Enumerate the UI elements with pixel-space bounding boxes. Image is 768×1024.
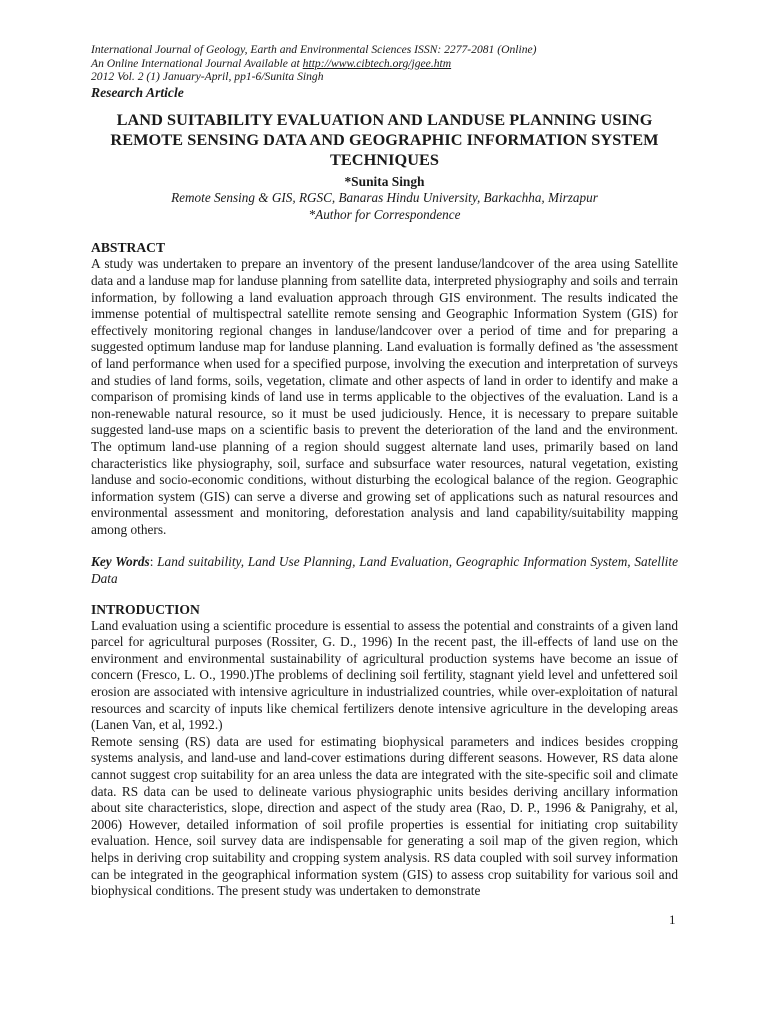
abstract-heading: ABSTRACT <box>91 240 166 256</box>
journal-availability-prefix: An Online International Journal Available at <box>91 56 303 70</box>
keywords-text: Land suitability, Land Use Planning, Land Evaluation, Geographic Information System, Satellite Data <box>91 554 678 587</box>
correspondence-note: *Author for Correspondence <box>308 206 461 222</box>
introduction-heading: INTRODUCTION <box>91 601 200 617</box>
introduction-paragraph-1: Land evaluation using a scientific procedure is essential to assess the potential and constraints of a given land parcel for agricultural purposes (Rossiter, G. D., 1996) In the recent past, the ill-effects of land use on the environment and environmental sustainability of agricultural production systems have become an issue of concern (Fresco, L. O., 1990.)The problems of declining soil fertility, stagnant yield level and unfettered soil erosion are associated with intensive agriculture in industrialized countries, while over-exploitation of natural resources and scarcity of inputs like chemical fertilizers denote intensive agriculture in the developing areas (Lanen Van, et al, 1992.) <box>91 617 678 733</box>
author-affiliation: Remote Sensing & GIS, RGSC, Banaras Hindu University, Barkachha, Mirzapur <box>171 190 598 206</box>
document-page <box>91 43 678 900</box>
author-name: *Sunita Singh <box>344 174 425 190</box>
page-number: 1 <box>669 912 676 927</box>
journal-availability-line <box>91 57 678 71</box>
journal-name-line: International Journal of Geology, Earth and Environmental Sciences ISSN: 2277-2081 (Online) <box>91 43 537 56</box>
keywords <box>91 554 678 587</box>
abstract-text: A study was undertaken to prepare an inventory of the present landuse/landcover of the area using Satellite data and a landuse map for landuse planning from satellite data, interpreted physiography and soils and terrain information, by following a land evaluation approach through GIS environment. The results indicated the immense potential of multispectral satellite remote sensing and Geographic Information System (GIS) for effectively monitoring regional changes in landuse/landcover over a period of time and for preparing a suggested optimum landuse map for landuse planning. Land evaluation is formally defined as 'the assessment of land performance when used for a specified purpose, involving the execution and interpretation of surveys and studies of land forms, soils, vegetation, climate and other aspects of land in order to identify and make a comparison of promising kinds of land use in terms applicable to the objectives of the evaluation. Land is a non-renewable natural resource, so it must be used judiciously. Hence, it is necessary to prepare suitable suggested land-use maps on a scientific basis to prevent the deterioration of the land and the environment. The optimum land-use planning of a region should suggest alternate land uses, primarily based on land characteristics like physiography, soil, surface and subsurface water resources, natural vegetation, existing landuse and socio-economic conditions, without disturbing the ecological balance of the region. Geographic information system (GIS) can serve a diverse and growing set of applications such as natural resources and environmental assessment and monitoring, deforestation analysis and land capability/suitability mapping among others. <box>91 256 678 537</box>
keywords-separator: : <box>149 554 158 570</box>
paper-title: LAND SUITABILITY EVALUATION AND LANDUSE PLANNING USING REMOTE SENSING DATA AND GEOGRAPHIC INFORMATION SYSTEM TECHNIQUES <box>110 109 659 170</box>
article-type-label: Research Article <box>91 84 184 100</box>
introduction-paragraph-2: Remote sensing (RS) data are used for estimating biophysical parameters and indices besides cropping systems analysis, and land-use and land-cover estimations during different seasons. However, RS data alone cannot suggest crop suitability for an area unless the data are integrated with the site-specific soil and climate data. RS data can be used to delineate various physiographic units besides deriving ancillary information about site characteristics, slope, direction and aspect of the study area (Rao, D. P., 1996 & Panigrahy, et al, 2006) However, detailed information of soil profile properties is essential for initiating crop suitability evaluation. Hence, soil survey data are indispensable for generating a soil map of the given region, which helps in deriving crop suitability and cropping system analysis. RS data coupled with soil survey information can be integrated in the geographical information system (GIS) to assess crop suitability for various soil and biophysical conditions. The present study was undertaken to demonstrate <box>91 733 678 899</box>
journal-volume-line: 2012 Vol. 2 (1) January-April, pp1-6/Sunita Singh <box>91 70 324 84</box>
keywords-label: Key Words <box>91 554 150 570</box>
journal-url-link[interactable]: http://www.cibtech.org/jgee.htm <box>302 56 452 70</box>
